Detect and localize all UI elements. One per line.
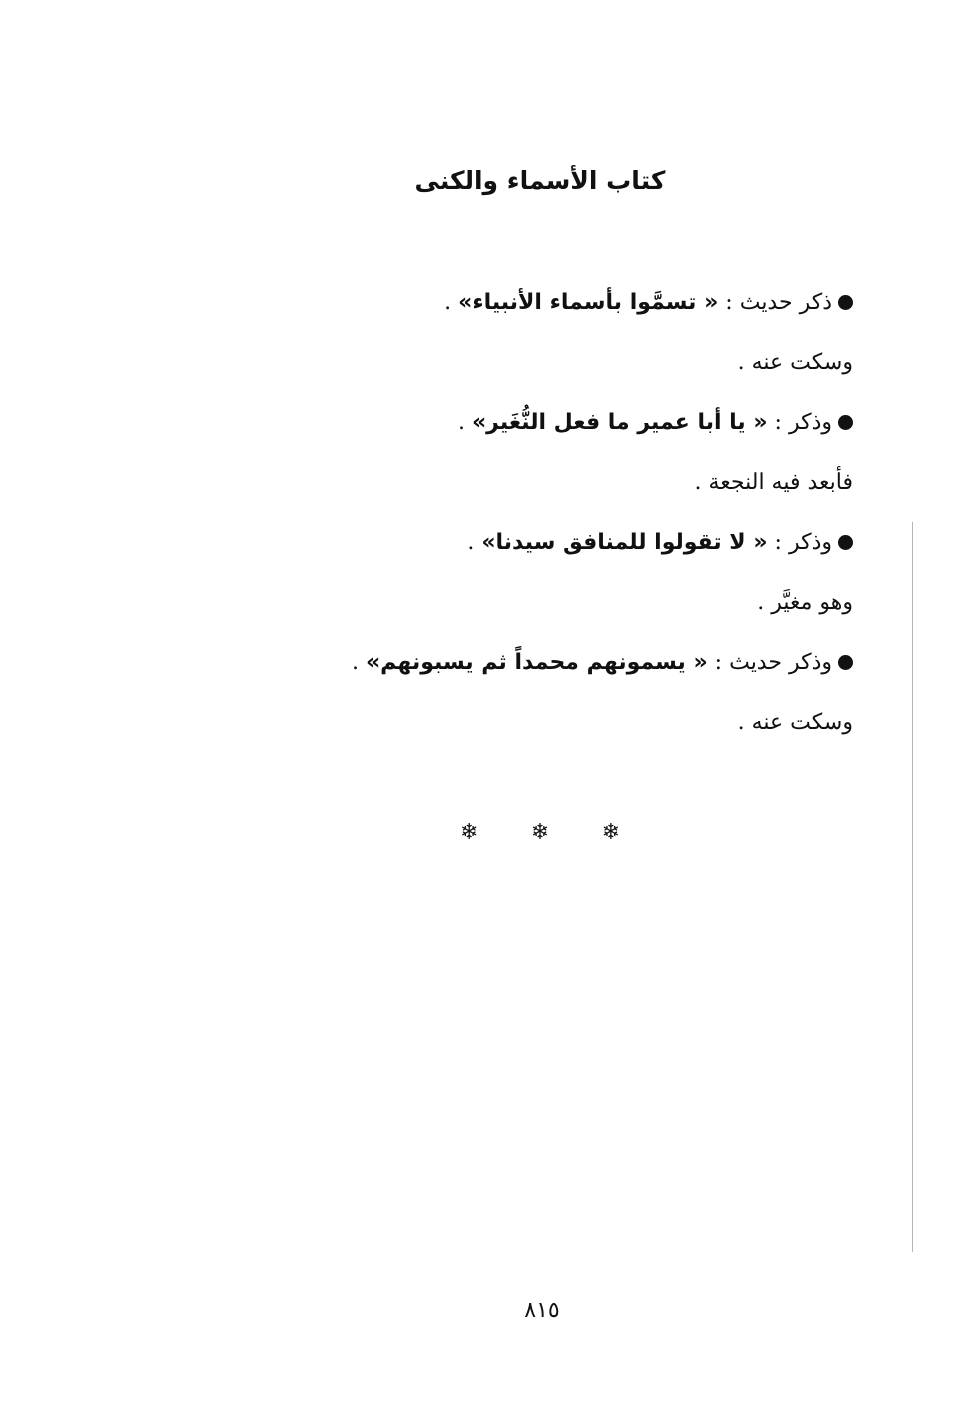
snowflake-icon: ❄ xyxy=(530,820,550,845)
bullet-icon xyxy=(838,655,853,670)
snowflake-icon: ❄ xyxy=(601,820,620,845)
bullet-icon xyxy=(838,295,853,310)
hadith-quote: « يا أبا عمير ما فعل النُّغَير» xyxy=(471,410,768,435)
entry-2 xyxy=(293,400,853,460)
entry-lead: ذكر حديث : xyxy=(718,290,832,315)
hadith-quote: « تسمَّوا بأسماء الأنبياء» xyxy=(458,290,719,315)
entry-comment: وهو مغيَّر . xyxy=(757,590,853,615)
entry-comment: فأبعد فيه النجعة . xyxy=(694,470,853,495)
entry-4 xyxy=(293,640,853,700)
entry-comment: وسكت عنه . xyxy=(737,350,853,375)
section-separator xyxy=(460,818,620,848)
page-number: ٨١٥ xyxy=(524,1298,560,1323)
chapter-title: كتاب الأسماء والكنى xyxy=(414,166,666,195)
snowflake-icon: ❄ xyxy=(460,820,479,845)
hadith-quote: « لا تقولوا للمنافق سيدنا» xyxy=(481,530,768,555)
entry-1 xyxy=(293,280,853,340)
entries-list xyxy=(293,280,853,760)
entry-lead: وذكر : xyxy=(767,530,832,555)
entry-tail: . xyxy=(457,410,472,435)
entry-lead: وذكر حديث : xyxy=(707,650,832,675)
bullet-icon xyxy=(838,535,853,550)
entry-lead: وذكر : xyxy=(767,410,832,435)
scan-margin-line xyxy=(912,522,913,1252)
hadith-quote: « يسمونهم محمداً ثم يسبونهم» xyxy=(365,650,708,675)
bullet-icon xyxy=(838,415,853,430)
entry-comment: وسكت عنه . xyxy=(737,710,853,735)
entry-tail: . xyxy=(444,290,459,315)
entry-tail: . xyxy=(467,530,482,555)
entry-tail: . xyxy=(351,650,366,675)
entry-3 xyxy=(293,520,853,580)
